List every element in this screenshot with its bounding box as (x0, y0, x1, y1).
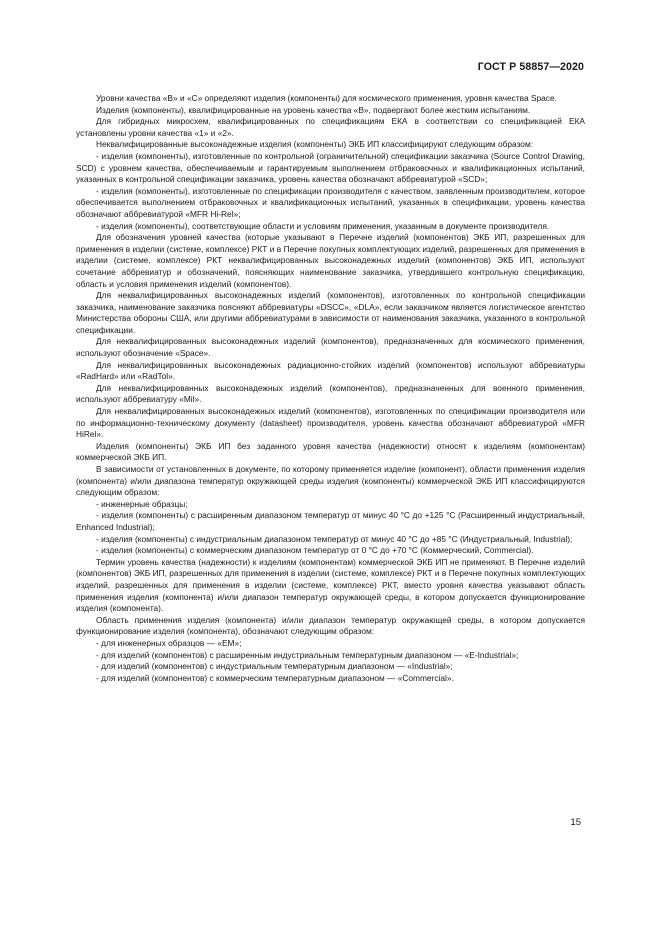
list-item: - изделия (компоненты), соответствующие области и условиям применения, указанным в документе производителя. (96, 220, 550, 231)
paragraph: Изделия (компоненты) ЭКБ ИП без заданного уровня качества (надежности) относят к изделиям (компонентам) коммерческой ЭКБ ИП. (76, 440, 585, 463)
list-item: - изделия (компоненты), изготовленные по спецификации производителя с качеством, заявленным производителем, которое обеспечивается выполнением отбраковочных и квалификационных испытаний, указанных в спецификации, уровень качества обозначают аббревиатурой «MFR Hi-Rel»; (76, 185, 585, 219)
list-item: - изделия (компоненты) с индустриальным диапазоном температур от минус 40 °C до +85 °C (Индустриальный, Industrial); (96, 533, 573, 544)
paragraph: Для гибридных микросхем, квалифицированных по спецификациям ЕКА в соответствии со спецификацией ЕКА установлены уровни качества «1» и «2». (76, 116, 585, 138)
list-item: - изделия (компоненты) с коммерческим диапазоном температур от 0 °C до +70 °C (Коммерческий, Commercial). (96, 545, 534, 556)
document-body (76, 93, 585, 684)
standard-designation: ГОСТ Р 58857—2020 (477, 61, 584, 73)
paragraph: Для неквалифицированных высоконадежных изделий (компонентов), изготовленных по спецификации производителя или по информационно-техническому документу (datasheet) производителя, уровень качества обозначают аббревиатурой «MFR HiRel». (76, 406, 585, 440)
paragraph: Уровни качества «B» и «C» определяют изделия (компоненты) для космического применения, уровня качества Space. (96, 93, 557, 103)
paragraph: Область применения изделия (компонента) и/или диапазон температур окружающей среды, в котором допускается функционирование изделия (компонента), обозначают следующим образом: (76, 614, 585, 637)
page-number: 15 (570, 817, 581, 828)
list-item: - для изделий (компонентов) с индустриальным температурным диапазоном — «Industrial»; (96, 661, 453, 672)
list-item: - для изделий (компонентов) с расширенным индустриальным температурным диапазоном — «E-Industrial»; (96, 649, 519, 660)
paragraph: Изделия (компоненты), квалифицированные на уровень качества «B», подвергают более жестким испытаниям. (96, 104, 531, 115)
paragraph: Термин уровень качества (надежности) к изделиям (компонентам) коммерческой ЭКБ ИП не применяют. В Перечне изделий (компонентов) ЭКБ ИП, разрешенных для применения в изделии (системе, комплексе) РКТ и в Перечне покупных комплектующих изделий, разрешенных для применения в изделии (системе, комплексе) РКТ, вместо уровня качества указывают область применения изделия (компонента) и/или диапазон температур окружающей среды, в котором допускается функционирование изделия (компонента). (76, 556, 585, 614)
paragraph: Для неквалифицированных высоконадежных радиационно-стойких изделий (компонентов) используют аббревиатуры «RadHard» или «RadTol». (76, 359, 585, 382)
paragraph: Для неквалифицированных высоконадежных изделий (компонентов), изготовленных по контрольной спецификации заказчика, наименование заказчика поясняют аббревиатуры «DSCC», «DLA», если заказчиком является логистическое агентство Министерства обороны США, или другими аббревиатурами в зависимости от наименования заказчика, указанного в контрольной спецификации. (76, 290, 585, 335)
list-item: - для изделий (компонентов) с коммерческим температурным диапазоном — «Commercial». (96, 672, 454, 683)
list-item: - изделия (компоненты) с расширенным диапазоном температур от минус 40 °C до +125 °C (Расширенный индустриальный, Enhanced Industrial); (76, 510, 585, 532)
paragraph: Неквалифицированные высоконадежные изделия (компоненты) ЭКБ ИП классифицируют следующим образом: (96, 139, 534, 150)
paragraph: В зависимости от установленных в документе, по которому применяется изделие (компонент), области применения изделия (компонента) и/или диапазона температур окружающей среды изделия (компоненты) коммерческой ЭКБ ИП классифицируются следующим образом: (76, 464, 585, 498)
paragraph: Для обозначения уровней качества (которые указывают в Перечне изделий (компонентов) ЭКБ ИП, разрешенных для применения в изделии (системе, комплексе) РКТ и в Перечне покупных комплектующих изделий, разрешенных для применения в изделии (системе, комплексе) РКТ неквалифицированных высоконадежных изделий (компонентов) ЭКБ ИП, используют сочетание аббревиатур и обозначений, поясняющих наименование заказчика, утвердившего контрольную спецификацию, область и условия применения изделий (компонентов). (76, 232, 585, 289)
paragraph: Для неквалифицированных высоконадежных изделий (компонентов), предназначенных для военного применения, используют аббревиатуру «Mil». (76, 382, 585, 405)
paragraph: Для неквалифицированных высоконадежных изделий (компонентов), предназначенных для космического применения, используют обозначение «Space». (76, 336, 585, 359)
list-item: - для инженерных образцов — «EM»; (96, 637, 242, 648)
list-item: - инженерные образцы; (96, 498, 188, 509)
list-item: - изделия (компоненты), изготовленные по контрольной (ограничительной) спецификации заказчика (Source Control Drawing, SCD) с уровнем качества, обеспечиваемым и гарантируемым выполнением отбраковочных и квалификационных испытаний, указанных в контрольной спецификации заказчика, уровень качества обозначают аббревиатурой «SCD»; (76, 150, 585, 185)
